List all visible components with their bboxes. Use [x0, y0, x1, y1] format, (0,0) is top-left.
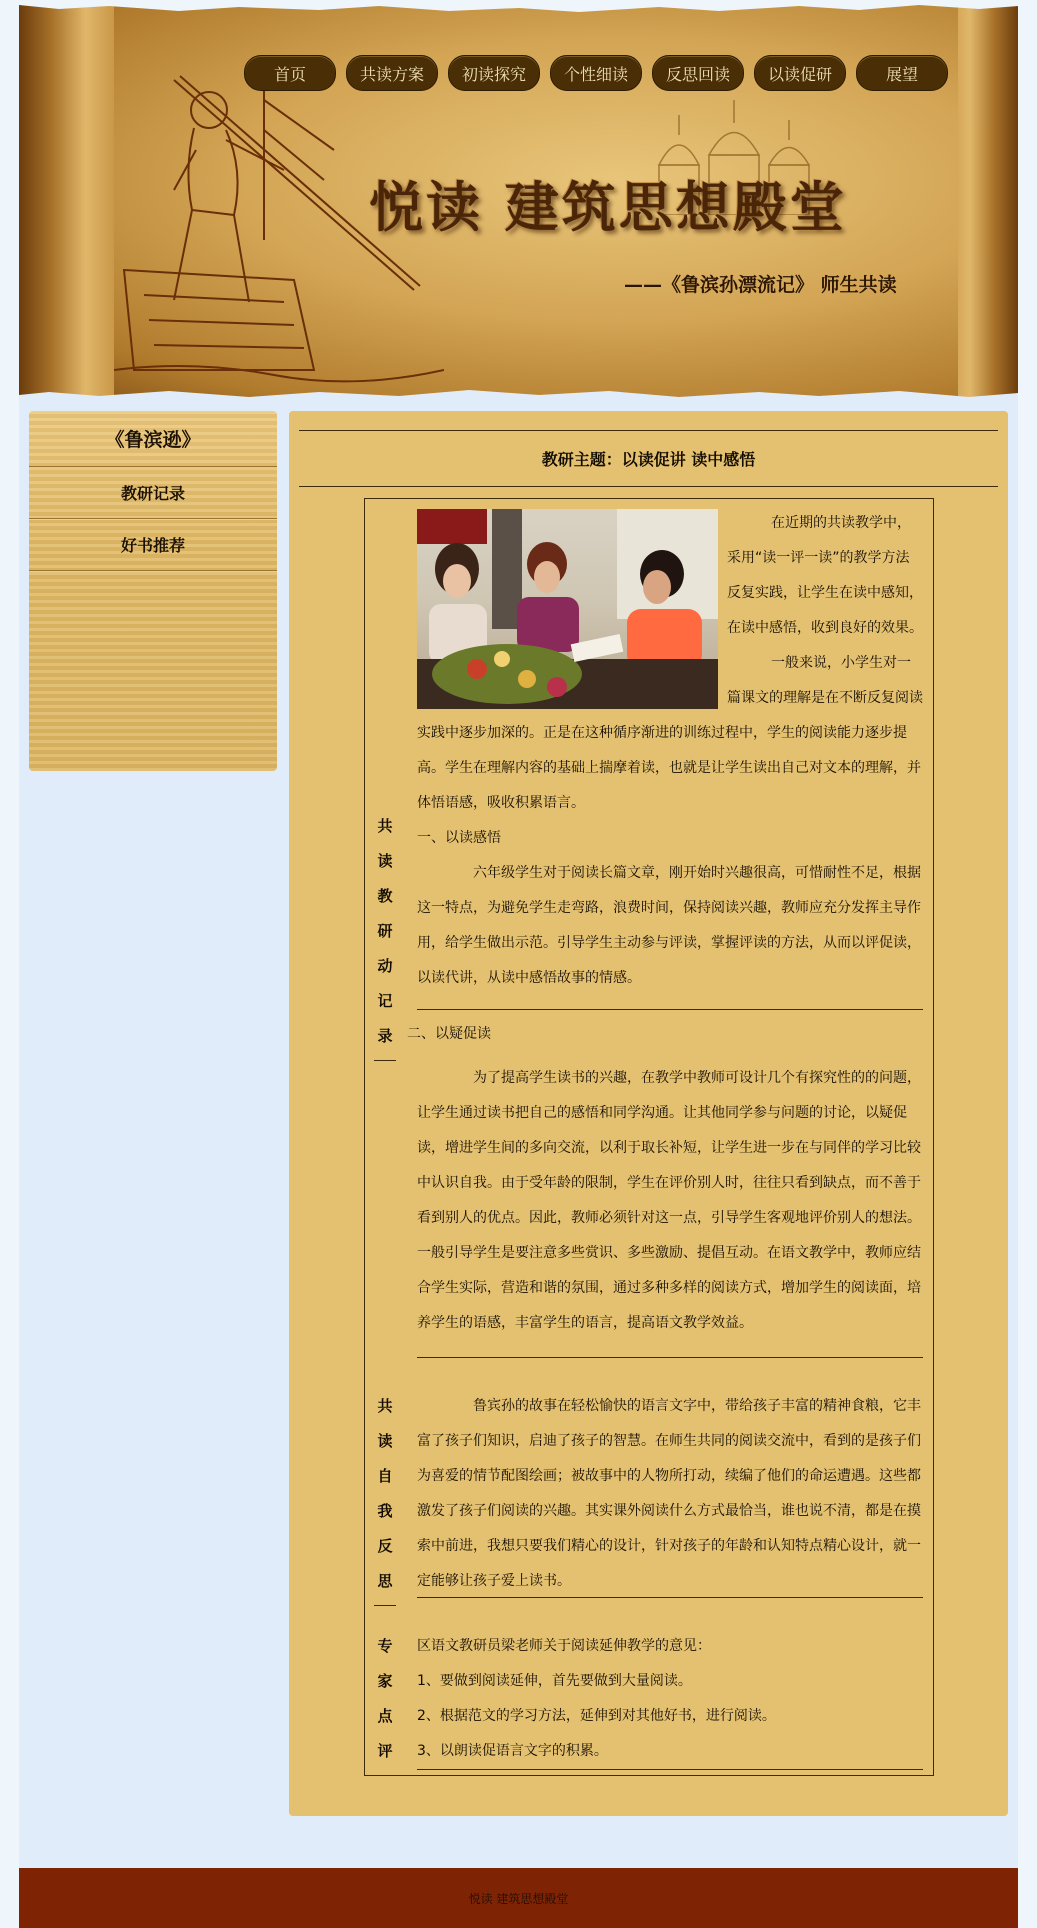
- text-line: 让学生通过读书把自己的感悟和同学沟通。让其他同学参与问题的讨论，以疑促: [417, 1105, 907, 1121]
- section-heading: 一、以读感悟: [417, 830, 501, 846]
- nav-item-home[interactable]: 首页: [244, 55, 336, 91]
- research-topic-title: 教研主题：以读促讲 读中感悟: [299, 430, 998, 487]
- section-label-self-reflection: [373, 1389, 397, 1606]
- label-char: 研: [377, 922, 393, 940]
- divider: [417, 1597, 923, 1598]
- text-line: 篇课文的理解是在不断反复阅读: [727, 690, 923, 706]
- text-line: 定能够让孩子爱上读书。: [417, 1573, 571, 1589]
- text-line: 富了孩子们知识，启迪了孩子的智慧。在师生共同的阅读交流中，看到的是孩子们: [417, 1433, 921, 1449]
- nav-item-research[interactable]: 以读促研: [754, 55, 846, 91]
- teachers-reading-photo: [417, 509, 718, 709]
- main-content: [289, 411, 1008, 1816]
- nav-item-outlook[interactable]: 展望: [856, 55, 948, 91]
- text-line: 看到别人的优点。因此，教师必须针对这一点，引导学生客观地评价别人的想法。: [417, 1210, 921, 1226]
- scroll-edge-right: [958, 0, 1018, 401]
- banner-title: 悦读 建筑思想殿堂: [369, 175, 847, 239]
- records-box: [364, 498, 934, 1776]
- text-line: 鲁宾孙的故事在轻松愉快的语言文字中，带给孩子丰富的精神食粮，它丰: [473, 1398, 921, 1414]
- text-line: 中认识自我。由于受年龄的限制，学生在评价别人时，往往只看到缺点，而不善于: [417, 1175, 921, 1191]
- list-item: 3、以朗读促语言文字的积累。: [417, 1743, 608, 1759]
- list-item: 2、根据范文的学习方法，延伸到对其他好书，进行阅读。: [417, 1708, 776, 1724]
- text-line: 合学生实际，营造和谐的氛围，通过多种多样的阅读方式，增加学生的阅读面，培: [417, 1280, 921, 1296]
- label-char: 思: [377, 1572, 393, 1590]
- torn-paper-bottom: [19, 385, 1018, 401]
- nav-item-reading-plan[interactable]: 共读方案: [346, 55, 438, 91]
- label-char: 家: [377, 1672, 393, 1690]
- intro-paragraph-right: [727, 506, 927, 716]
- paragraph-question-reading: [417, 1061, 922, 1341]
- divider: [417, 1357, 923, 1358]
- label-char: 反: [377, 1537, 393, 1555]
- label-char: 专: [377, 1637, 393, 1655]
- text-line: 为了提高学生读书的兴趣，在教学中教师可设计几个有探究性的的问题，: [473, 1070, 921, 1086]
- label-char: 自: [377, 1467, 393, 1485]
- scroll-edge-left: [19, 0, 114, 401]
- text-line: 实践中逐步加深的。正是在这种循序渐进的训练过程中，学生的阅读能力逐步提: [417, 725, 907, 741]
- text-line: 激发了孩子们阅读的兴趣。其实课外阅读什么方式最恰当，谁也说不清，都是在摸: [417, 1503, 921, 1519]
- nav-item-first-reading[interactable]: 初读探究: [448, 55, 540, 91]
- label-char: 评: [377, 1742, 393, 1760]
- label-char: 共: [377, 817, 393, 835]
- sidebar-heading: 《鲁滨逊》: [29, 411, 277, 467]
- label-char: 读: [377, 1432, 393, 1450]
- expert-comment-list: [417, 1629, 922, 1769]
- torn-paper-top: [19, 0, 1018, 14]
- text-line: 六年级学生对于阅读长篇文章，刚开始时兴趣很高，可惜耐性不足，根据: [473, 865, 921, 881]
- text-line: 用，给学生做出示范。引导学生主动参与评读，掌握评读的方法，从而以评促读，: [417, 935, 921, 951]
- page-content: [19, 401, 1018, 1868]
- footer-text: 悦读 建筑思想殿堂: [468, 1892, 569, 1906]
- nav-item-close-reading[interactable]: 个性细读: [550, 55, 642, 91]
- label-char: 教: [377, 887, 393, 905]
- list-item: 1、要做到阅读延伸，首先要做到大量阅读。: [417, 1673, 692, 1689]
- sidebar: [29, 411, 277, 771]
- text-line: 这一特点，为避免学生走弯路，浪费时间，保持阅读兴趣，教师应充分发挥主导作: [417, 900, 921, 916]
- text-line: 在近期的共读教学中，: [771, 515, 911, 531]
- text-line: 读，增进学生间的多向交流，以利于取长补短，让学生进一步在与同伴的学习比较: [417, 1140, 921, 1156]
- label-rule: [374, 1605, 396, 1606]
- section-label-expert-comment: [373, 1629, 397, 1776]
- label-rule: [374, 1060, 396, 1061]
- banner-subtitle: ——《鲁滨孙漂流记》 师生共读: [624, 274, 897, 296]
- paragraph-reflection: [417, 1389, 922, 1599]
- text-line: 体悟语感，吸收积累语言。: [417, 795, 585, 811]
- sidebar-item-book-recommend[interactable]: 好书推荐: [29, 519, 277, 571]
- text-line: 为喜爱的情节配图绘画；被故事中的人物所打动，续编了他们的命运遭遇。这些都: [417, 1468, 921, 1484]
- text-line: 区语文教研员梁老师关于阅读延伸教学的意见：: [417, 1638, 711, 1654]
- text-line: 高。学生在理解内容的基础上揣摩着读，也就是让学生读出自己对文本的理解，并: [417, 760, 921, 776]
- divider: [417, 1009, 923, 1010]
- text-line: 以读代讲，从读中感悟故事的情感。: [417, 970, 641, 986]
- text-line: 一般来说，小学生对一: [771, 655, 911, 671]
- label-char: 点: [377, 1707, 393, 1725]
- text-line: 一般引导学生是要注意多些赏识、多些激励、提倡互动。在语文教学中，教师应结: [417, 1245, 921, 1261]
- label-char: 读: [377, 852, 393, 870]
- text-line: 采用“读一评一读”的教学方法: [727, 550, 910, 566]
- section-heading-2: 二、以疑促读: [407, 1026, 491, 1042]
- footer: [19, 1868, 1018, 1928]
- main-nav: [244, 55, 948, 91]
- label-rule: [374, 1775, 396, 1776]
- text-line: 在读中感悟，收到良好的效果。: [727, 620, 923, 636]
- text-line: 索中前进，我想只要我们精心的设计，针对孩子的年龄和认知特点精心设计，就一: [417, 1538, 921, 1554]
- text-line: 反复实践，让学生在读中感知，: [727, 585, 923, 601]
- label-char: 记: [377, 992, 393, 1010]
- section-label-research-record: [373, 809, 397, 1061]
- label-char: 共: [377, 1397, 393, 1415]
- label-char: 我: [377, 1502, 393, 1520]
- intro-paragraph: [417, 716, 922, 996]
- text-line: 养学生的语感，丰富学生的语言，提高语文教学效益。: [417, 1315, 753, 1331]
- sidebar-item-research-records[interactable]: 教研记录: [29, 467, 277, 519]
- nav-item-reflection[interactable]: 反思回读: [652, 55, 744, 91]
- label-char: 录: [377, 1027, 393, 1045]
- header-banner: [19, 0, 1018, 401]
- divider: [417, 1769, 923, 1770]
- label-char: 动: [377, 957, 393, 975]
